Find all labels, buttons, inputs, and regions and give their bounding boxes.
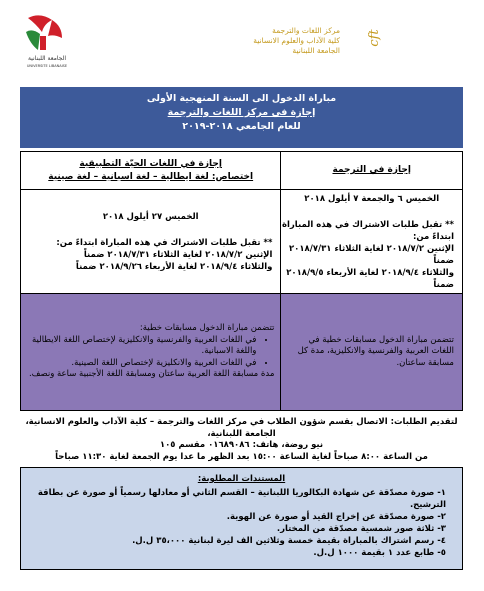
cft-logo-icon — [358, 14, 386, 62]
required-documents-title: المستندات المطلوبة: — [197, 474, 286, 484]
center-logo-line: كلية الآداب والعلوم الانسانية — [253, 36, 340, 45]
title-line-3: للعام الجامعي ٢٠١٨-٢٠١٩ — [182, 121, 301, 132]
languages-exam-cell — [21, 294, 281, 411]
languages-exam-dates: الخميس ٢٧ أيلول ٢٠١٨ — [102, 211, 199, 222]
languages-exam-list — [27, 335, 274, 370]
list-item: ٥- طابع عدد ١ بقيمة ١٠٠٠ ل.ل. — [313, 548, 446, 558]
svg-text:الجامعة اللبنانية: الجامعة اللبنانية — [27, 55, 67, 62]
center-logo-line: الجامعة اللبنانية — [292, 46, 340, 55]
center-logo-line: مركز اللغات والترجمة — [272, 26, 340, 35]
languages-note-2: الإثنين ٢٠١٨/٧/٢ لغاية الثلاثاء ٢٠١٨/٧/٣١ ضمناً — [83, 249, 273, 260]
languages-exam-intro: تتضمن مباراة الدخول مسابقات خطية: — [139, 323, 275, 334]
contact-line-1: لتقديم الطلبات: الاتصال بقسم شؤون الطلاب في مركز اللغات والترجمة – كلية الآداب والعلوم الانسانية، الجامعة اللبنانية، — [25, 417, 458, 439]
contact-info — [20, 417, 463, 463]
translation-dates-cell — [281, 190, 463, 294]
translation-column-header — [281, 152, 463, 190]
translation-exam-dates: الخميس ٦ والجمعة ٧ أيلول ٢٠١٨ — [304, 193, 440, 204]
title-line-1: مباراة الدخول الى السنة المنهجية الأولى — [146, 93, 337, 104]
contact-line-2: نيو روضة، هاتف: ٠١٦٨٩٠٨٦ مقسم ١٠٥ — [159, 440, 324, 450]
title-line-2: إجازة في مركز اللغات والترجمة — [167, 107, 316, 118]
svg-text:cft: cft — [367, 29, 382, 47]
list-item: • في اللغات العربية والفرنسية والانكليزية لإختصاص اللغة الايطالية واللغة الاسبانية. — [27, 335, 256, 358]
translation-note-3: والثلاثاء ٢٠١٨/٩/٤ لغاية الأربعاء ٢٠١٨/٩/٥ ضمناً — [286, 267, 454, 290]
languages-exam-outro: مدة مسابقة اللغة العربية ساعتان ومسابقة اللغة الأجنبية ساعة ونصف. — [28, 369, 275, 380]
translation-note-1: ** تقبل طلبات الاشتراك في هذه المباراة ابتداءً من: — [281, 219, 454, 242]
contact-line-3: من الساعة ٨:٠٠ صباحاً لغاية الساعة ١٥:٠٠ بعد الظهر ما عدا يوم الجمعة لغاية ١١:٣٠ صباحاً — [55, 451, 428, 462]
required-documents-list — [21, 487, 462, 559]
svg-text:UNIVERSITE LIBANAISE: UNIVERSITE LIBANAISE — [26, 64, 68, 68]
languages-note-3: والثلاثاء ٢٠١٨/٩/٤ لغاية الأربعاء ٢٠١٨/٩/٢٦ ضمناً — [75, 261, 273, 272]
center-logo-text — [100, 26, 340, 56]
languages-header-label: إجازة في اللغات الحيّة التطبيقية — [79, 158, 222, 169]
languages-note-1: ** تقبل طلبات الاشتراك في هذه المباراة ابتداءً من: — [56, 237, 273, 248]
translation-exam-text: تتضمن مباراة الدخول مسابقات خطية في اللغات العربية والفرنسية والانكليزية، مدة كل مسابقة ساعتان. — [297, 334, 454, 368]
lebanese-university-logo-icon — [18, 10, 76, 70]
translation-exam-cell — [281, 294, 463, 411]
translation-header-label: إجازة في الترجمة — [332, 165, 411, 175]
list-item: ٢- صورة مصدّقة عن إخراج القيد أو صورة عن الهوية. — [226, 512, 446, 522]
page-header — [0, 0, 484, 82]
list-item: • في اللغات العربية والانكليزية لإختصاص اللغة الصينية. — [27, 358, 256, 370]
languages-column-header — [21, 152, 281, 190]
required-documents-box — [20, 467, 463, 570]
languages-specialization-label: اختصاص: لغة ايطالية – لغة اسبانية – لغة صينية — [48, 171, 254, 182]
programs-table — [20, 151, 463, 411]
title-box — [20, 87, 463, 148]
translation-note-2: الإثنين ٢٠١٨/٧/٢ لغاية الثلاثاء ٢٠١٨/٧/٣١ ضمناً — [288, 243, 454, 266]
languages-dates-cell — [21, 190, 281, 294]
list-item: ٣- ثلاثة صور شمسية مصدّقة من المختار. — [276, 524, 446, 534]
list-item: ٤- رسم اشتراك بالمباراة بقيمة خمسة وثلاثين الف ليرة لبنانية ٣٥،٠٠٠ ل.ل. — [132, 536, 446, 546]
list-item: ١- صورة مصدّقة عن شهادة البكالوريا اللبنانية – القسم الثاني أو معادلها رسمياً أو صورة عن بطاقة الترشيح. — [37, 488, 446, 510]
